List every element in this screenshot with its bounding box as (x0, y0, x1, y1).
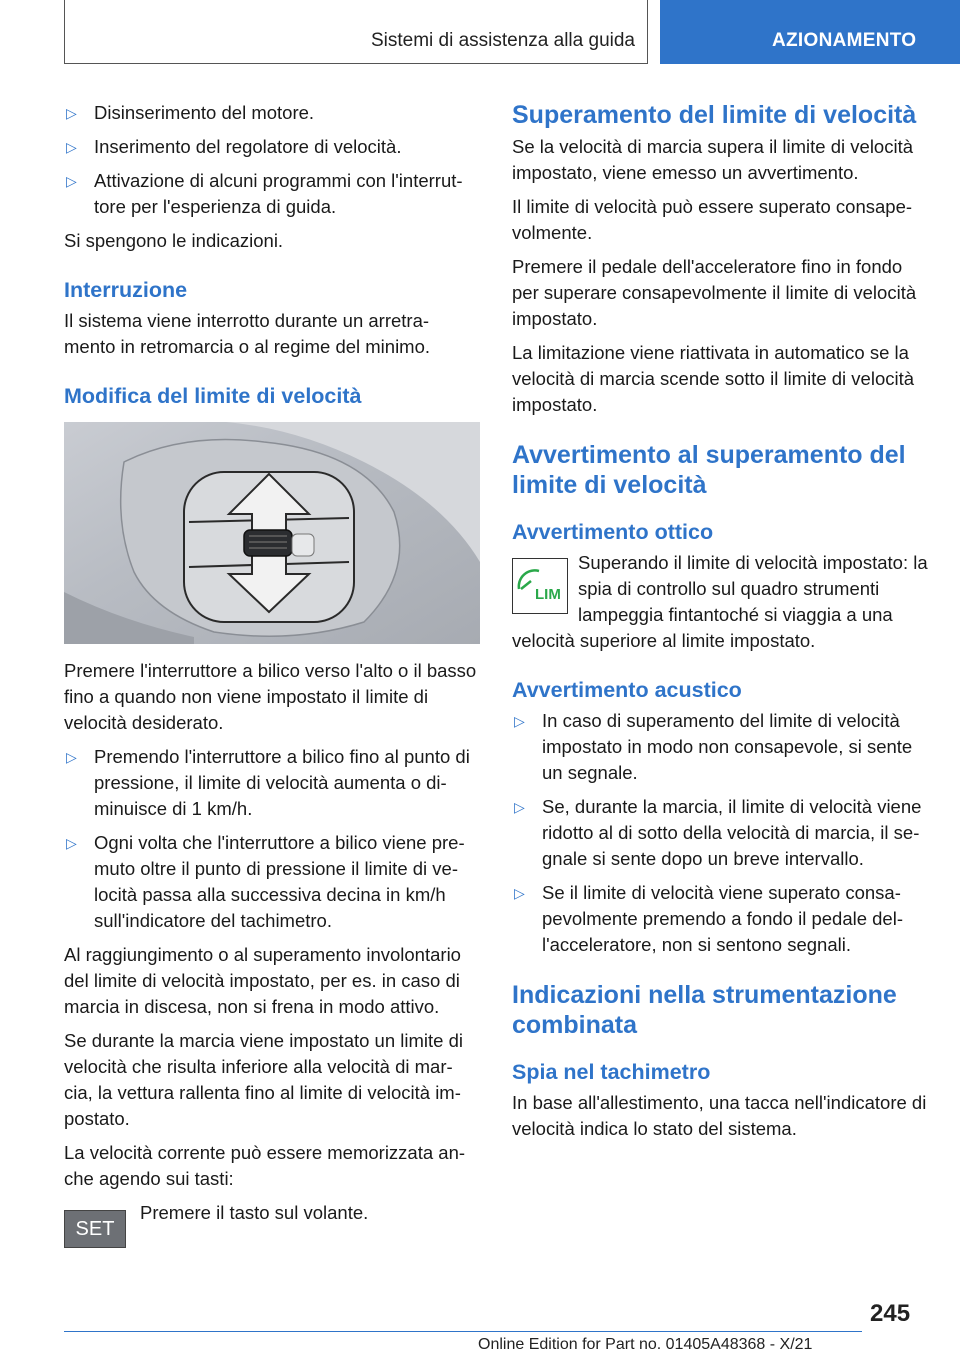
lim-indicator-icon (512, 558, 568, 614)
paragraph: Se la velocità di marcia supera il limite di velocità impostato, viene emesso un avvertimento. (512, 136, 914, 183)
triangle-bullet-icon: ▷ (66, 105, 77, 121)
paragraph: Premere l'interruttore a bilico verso l'alto o il basso fino a quando non viene impostato il limite di velocità desiderato. (64, 660, 477, 733)
heading-avvertimento-acustico: Avvertimento acustico (512, 678, 742, 702)
heading-modifica-limite: Modifica del limite di velocità (64, 384, 362, 408)
set-button-icon: SET (64, 1210, 126, 1248)
triangle-bullet-icon: ▷ (514, 885, 525, 901)
set-button-row (64, 1200, 480, 1266)
paragraph: Si spengono le indicazioni. (64, 230, 284, 251)
bullet-item: ▷ Premendo l'interruttore a bilico fino al punto di pressione, il limite di velocità aumenta o di-minuisce di 1 km/h. (66, 746, 470, 819)
heading-interruzione: Interruzione (64, 278, 188, 302)
steering-wheel-illustration (64, 422, 480, 644)
page-number: 245 (870, 1300, 911, 1327)
heading-avvertimento-superamento: Avvertimento al superamento del limite di velocità (512, 441, 906, 499)
paragraph: Al raggiungimento o al superamento involontario del limite di velocità impostato, per es. in caso di marcia in discesa, non si frena in modo attivo. (64, 944, 461, 1017)
triangle-bullet-icon: ▷ (66, 139, 77, 155)
heading-superamento-limite: Superamento del limite di velocità (512, 101, 917, 129)
heading-avvertimento-ottico: Avvertimento ottico (512, 520, 714, 544)
header-section-box (64, 0, 648, 64)
triangle-bullet-icon: ▷ (66, 835, 77, 851)
triangle-bullet-icon: ▷ (66, 749, 77, 765)
paragraph: In base all'allestimento, una tacca nell'indicatore di velocità indica lo stato del sistema. (512, 1092, 927, 1139)
triangle-bullet-icon: ▷ (514, 799, 525, 815)
triangle-bullet-icon: ▷ (514, 713, 525, 729)
header-section-title: Sistemi di assistenza alla guida (370, 30, 635, 51)
steering-wheel-switch-figure (64, 422, 480, 644)
svg-text:LIM: LIM (535, 586, 561, 603)
paragraph: Se durante la marcia viene impostato un limite di velocità che risulta inferiore alla velocità di mar-cia, la vettura rallenta fino al limite di velocità im-postato. (64, 1030, 463, 1129)
bullet-item: ▷ Se, durante la marcia, il limite di velocità viene ridotto al di sotto della velocità di marcia, il se-gnale si sente dopo un breve intervallo. (514, 796, 922, 869)
bullet-item: ▷ Attivazione di alcuni programmi con l'interrut-tore per l'esperienza di guida. (66, 170, 463, 217)
right-column (512, 100, 928, 1150)
triangle-bullet-icon: ▷ (66, 173, 77, 189)
header-chapter-title: AZIONAMENTO (772, 30, 917, 51)
paragraph: Superando il limite di velocità impostato: la spia di controllo sul quadro strumenti lampeggia fintantoché si viaggia a una velocità superiore al limite impostato. (512, 552, 928, 651)
paragraph: Il limite di velocità può essere superato consape-volmente. (512, 196, 913, 243)
bullet-item: ▷ Se il limite di velocità viene superato consa-pevolmente premendo a fondo il pedale del-l'acceleratore, non si sentono segnali. (514, 882, 903, 955)
paragraph: Il sistema viene interrotto durante un arretra-mento in retromarcia o al regime del minimo. (64, 310, 431, 357)
bullet-item: ▷ In caso di superamento del limite di velocità impostato in modo non consapevole, si sente un segnale. (514, 710, 913, 783)
footer-edition: Online Edition for Part no. 01405A48368 - X/21 (478, 1336, 813, 1353)
optical-warning-block (512, 550, 928, 662)
bullet-item: ▷ Ogni volta che l'interruttore a bilico viene pre-muto oltre il punto di pressione il limite di ve-locità passa alla successiva decina in km/h sull'indicatore del tachimetro. (66, 832, 465, 931)
paragraph: Premere il pedale dell'acceleratore fino in fondo per superare consapevolmente il limite di velocità impostato. (512, 256, 917, 329)
header-chapter-tab (660, 0, 960, 64)
bullet-item: ▷ Disinserimento del motore. (64, 100, 480, 126)
paragraph: La velocità corrente può essere memorizzata an-che agendo sui tasti: (64, 1142, 466, 1189)
footer-divider (64, 1331, 862, 1332)
heading-spia-tachimetro: Spia nel tachimetro (512, 1060, 711, 1084)
left-column (64, 100, 480, 1266)
paragraph: La limitazione viene riattivata in automatico se la velocità di marcia scende sotto il limite di velocità impostato. (512, 342, 915, 415)
heading-indicazioni-strumentazione: Indicazioni nella strumentazione combinata (512, 981, 897, 1039)
paragraph: Premere il tasto sul volante. (140, 1202, 369, 1223)
bullet-item: ▷ Inserimento del regolatore di velocità. (64, 134, 480, 160)
